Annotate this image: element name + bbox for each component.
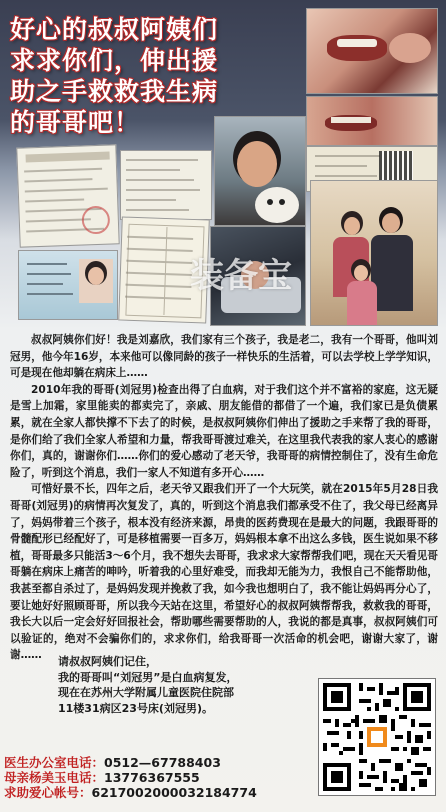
mother-phone: 13776367555 (104, 770, 200, 785)
headline-line: 求求你们，伸出援 (10, 46, 219, 75)
note-line: 我的哥哥叫“刘冠男”是白血病复发， (58, 670, 238, 684)
test-report-photo-1 (120, 150, 212, 220)
mouth-photo-middle (306, 96, 438, 146)
headline-line: 助之手救救我生病 (10, 77, 219, 106)
contact-label: 医生办公室电话： (4, 755, 105, 770)
patient-location-note (58, 654, 308, 716)
contact-info (4, 755, 257, 800)
donation-account: 6217002000032184774 (91, 785, 257, 800)
qr-code[interactable] (318, 678, 436, 796)
id-card-photo (18, 250, 118, 320)
letter-paragraph: 2010年我的哥哥(刘冠男)检查出得了白血病，对于我们这个并不富裕的家庭，这无疑是雪上加霜，家里能卖的都卖完了，亲戚、朋友能借的都借了一个遍，我们家已是负债累累，就在全家人都快撑不下去了的时候，是叔叔阿姨你们伸出了援助之手来帮了我的哥哥，是你们给了我们全家人希望和力量，帮我哥哥渡过难关，在这里我代表我的家人衷心的感谢你们，真的，谢谢你们……你们的爱心感动了老天爷，我哥哥的病情控制住了，没有生命危险了，听到这个消息，我们一家人不知道有多开心…… (10, 383, 438, 479)
note-line: 请叔叔阿姨们记住， (58, 655, 157, 668)
donation-account-row (4, 785, 257, 800)
letter-paragraph: 叔叔阿姨你们好！我是刘嘉欣，我们家有三个孩子，我是老二，我有一个哥哥，他叫刘冠男，他今年16岁，本来他可以像同龄的孩子一样快乐的生活着，可以去学校上学学知识，可是现在他却躺在病床上…… (10, 334, 438, 380)
letter-paragraph: 可惜好景不长，四年之后，老天爷又跟我们开了一个大玩笑，就在2015年5月28日我哥哥(刘冠男)的病情再次复发了，真的，听到这个消息我们都承受不住了，我父母已经离异了，妈妈带着三个孩子，根本没有经济来源，昂贵的医药费现在是最大的问题，我跟哥哥的骨髓配形已经配好了，可是移植需要一百多万，妈妈根本拿不出这么多钱，医生说如果不移植，哥哥最多只能活3～6个月，我不想失去哥哥，我求求大家帮帮我们吧，现在天天看见哥哥躺在病床上痛苦的呻吟，听着我的心里好难受，而我却无能为力，我恨自己不能帮助他，我甚至都自杀过了，是妈妈发现并挽救了我，如今我也想明白了，我不能让妈妈再分心了，要让她好好照顾哥哥，所以我今天站在这里，希望好心的叔叔阿姨帮帮我，救救我的哥哥，我长大以后一定会好好回报社会，帮助哪些需要帮助的人，我说的都是真事，叔叔阿姨们可以验证的，绝对不会骗你们的，求求你们，给我哥哥一次活命的机会吧，谢谢大家了，谢谢…… (10, 483, 438, 662)
appeal-letter (10, 332, 438, 664)
headline-line: 好心的叔叔阿姨们 (10, 15, 219, 44)
mouth-photo-top (306, 8, 438, 94)
doctor-phone-row (4, 755, 257, 770)
contact-label: 母亲杨美玉电话： (4, 770, 105, 785)
boy-with-dog-photo (214, 116, 306, 226)
family-photo (310, 180, 438, 326)
headline-line: 的哥哥吧！ (10, 108, 141, 137)
watermark-logo: 装备宝 (190, 256, 292, 296)
mother-phone-row (4, 770, 257, 785)
note-line: 11楼31病区23号床(刘冠男)。 (58, 701, 213, 715)
note-line: 现在在苏州大学附属儿童医院住院部 (58, 686, 234, 699)
contact-label: 求助爱心帐号： (4, 785, 92, 800)
medical-record-photo (16, 144, 119, 247)
qr-code-icon (319, 679, 435, 795)
doctor-phone: 0512—67788403 (104, 755, 221, 770)
